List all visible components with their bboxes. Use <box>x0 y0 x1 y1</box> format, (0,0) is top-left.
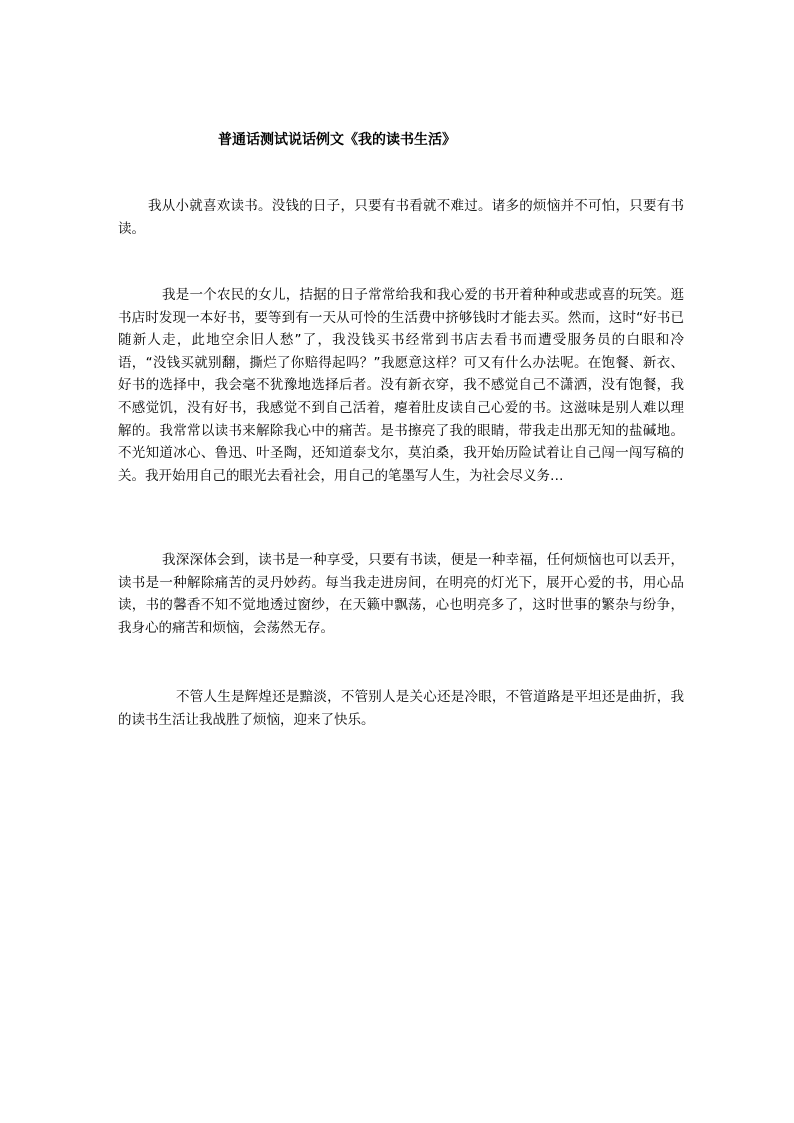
document-title: 普通话测试说话例文《我的读书生活》 <box>218 132 456 148</box>
paragraph-3: 我深深体会到，读书是一种享受，只要有书读，便是一种幸福，任何烦恼也可以丢开，读书是一种解除痛苦的灵丹妙药。每当我走进房间，在明亮的灯光下，展开心爱的书，用心品读，书的馨香不知不觉地透过窗纱，在天籁中飘荡，心也明亮多了，这时世事的繁杂与纷争，我身心的痛苦和烦恼，会荡然无存。 <box>118 552 684 636</box>
paragraph-4: 不管人生是辉煌还是黯淡，不管别人是关心还是冷眼，不管道路是平坦还是曲折，我的读书生活让我战胜了烦恼，迎来了快乐。 <box>118 689 684 728</box>
paragraph-2: 我是一个农民的女儿，拮据的日子常常给我和我心爱的书开着种种或悲或喜的玩笑。逛书店时发现一本好书，要等到有一天从可怜的生活费中挤够钱时才能去买。然而，这时“好书已随新人走，此地空余旧人愁”了，我没钱买书经常到书店去看书而遭受服务员的白眼和冷语，“没钱买就别翻，撕烂了你赔得起吗？”我愿意这样？可又有什么办法呢。在饱餐、新衣、好书的选择中，我会毫不犹豫地选择后者。没有新衣穿，我不感觉自己不潇洒，没有饱餐，我不感觉饥，没有好书，我感觉不到自己活着，瘪着肚皮读自己心爱的书。这滋味是别人难以理解的。我常常以读书来解除我心中的痛苦。是书擦亮了我的眼睛，带我走出那无知的盐碱地。不光知道冰心、鲁迅、叶圣陶，还知道泰戈尔，莫泊桑，我开始历险试着让自己闯一闯写稿的关。我开始用自己的眼光去看社会，用自己的笔墨写人生，为社会尽义务… <box>118 287 684 484</box>
paragraph-1: 我从小就喜欢读书。没钱的日子，只要有书看就不难过。诸多的烦恼并不可怕，只要有书读。 <box>118 198 684 237</box>
